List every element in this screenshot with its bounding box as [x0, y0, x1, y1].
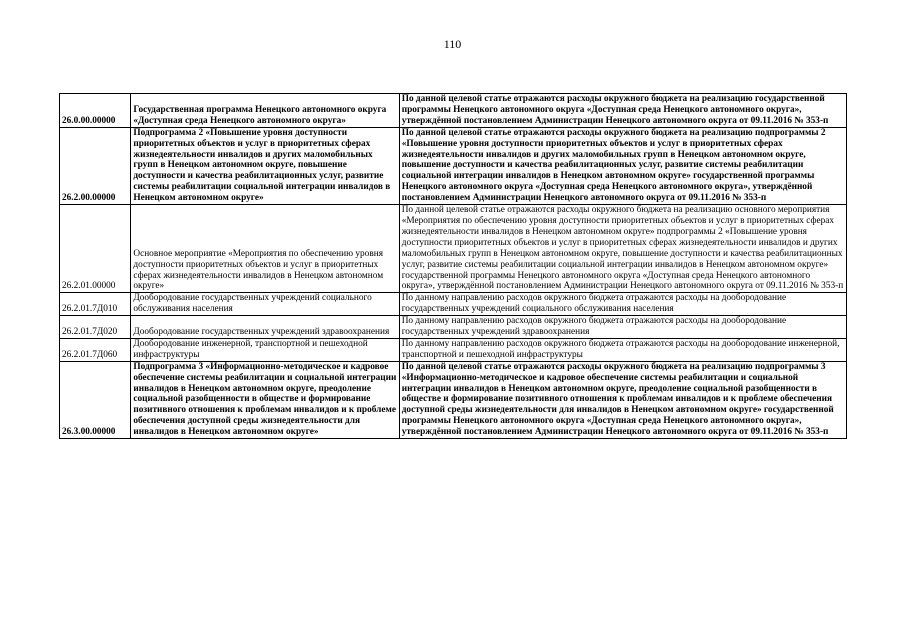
name-cell: Основное мероприятие «Мероприятия по обеспечению уровня доступности приоритетных объектов и услуг в приоритетных сферах жизнедеятельности инвалидов в Ненецком автономном округе» [131, 205, 399, 293]
name-cell: Дообородование государственных учреждений здравоохранения [131, 316, 399, 339]
code-cell: 26.0.00.00000 [60, 94, 131, 128]
description-cell: По данной целевой статье отражаются расходы окружного бюджета на реализацию подпрограммы 3 «Информационно-методическое и кадровое обеспечение системы реабилитации и социальной интеграции инвалидов в Ненецком автономном округе, преодоление социальной разобщенности в обществе и формирование позитивного отношения к проблемам инвалидов и к проблеме обеспечения доступной среды жизнедеятельности для инвалидов в Ненецком автономном округе» государственной программы Ненецкого автономного округа «Доступная среда Ненецкого автономного округа», утверждённой постановлением Администрации Ненецкого автономного округа от 09.11.2016 № 353-п [399, 361, 846, 438]
description-cell: По данной целевой статье отражаются расходы окружного бюджета на реализацию государственной программы Ненецкого автономного округа «Доступная среда Ненецкого автономного округа», утверждённой постановлением Администрации Ненецкого автономного округа от 09.11.2016 № 353-п [399, 94, 846, 128]
description-cell: По данному направлению расходов окружного бюджета отражаются расходы на дообородование инженерной, транспортной и пешеходной инфраструктуры [399, 338, 846, 361]
code-cell: 26.2.00.00000 [60, 127, 131, 204]
description-cell: По данному направлению расходов окружного бюджета отражаются расходы на дообородование государственных учреждений здравоохранения [399, 316, 846, 339]
budget-classification-table [59, 93, 847, 439]
name-cell: Государственная программа Ненецкого автономного округа «Доступная среда Ненецкого автономного округа» [131, 94, 399, 128]
code-cell: 26.2.01.00000 [60, 205, 131, 293]
table-row [60, 205, 847, 293]
table-row [60, 338, 847, 361]
description-cell: По данному направлению расходов окружного бюджета отражаются расходы на дообородование государственных учреждений социального обслуживания населения [399, 293, 846, 316]
description-cell: По данной целевой статье отражаются расходы окружного бюджета на реализацию подпрограммы 2 «Повышение уровня доступности приоритетных объектов и услуг в приоритетных сферах жизнедеятельности инвалидов и других маломобильных групп в Ненецком автономном округе, повышение доступности и качества реабилитационных услуг, развитие системы реабилитации социальной интеграции инвалидов в Ненецком автономном округе» государственной программы Ненецкого автономного округа «Доступная среда Ненецкого автономного округа», утверждённой постановлением Администрации Ненецкого автономного округа от 09.11.2016 № 353-п [399, 127, 846, 204]
table-row [60, 316, 847, 339]
table-row [60, 361, 847, 438]
name-cell: Подпрограмма 2 «Повышение уровня доступности приоритетных объектов и услуг в приоритетных сферах жизнедеятельности инвалидов и других маломобильных групп в Ненецком автономном округе, повышение доступности и качества реабилитационных услуг, развитие системы реабилитации социальной интеграции инвалидов в Ненецком автономном округе» [131, 127, 399, 204]
code-cell: 26.2.01.7Д060 [60, 338, 131, 361]
table-row [60, 94, 847, 128]
code-cell: 26.3.00.00000 [60, 361, 131, 438]
description-cell: По данной целевой статье отражаются расходы окружного бюджета на реализацию основного мероприятия «Мероприятия по обеспечению уровня доступности приоритетных объектов и услуг в приоритетных сферах жизнедеятельности инвалидов в Ненецком автономном округе» подпрограммы 2 «Повышение уровня доступности приоритетных объектов и услуг в приоритетных сферах жизнедеятельности инвалидов и других маломобильных групп в Ненецком автономном округе, повышение доступности и качества реабилитационных услуг, развитие системы реабилитации социальной интеграции инвалидов в Ненецком автономном округе» государственной программы Ненецкого автономного округа «Доступная среда Ненецкого автономного округа», утверждённой постановлением Администрации Ненецкого автономного округа от 09.11.2016 № 353-п [399, 205, 846, 293]
name-cell: Подпрограмма 3 «Информационно-методическое и кадровое обеспечение системы реабилитации и социальной интеграции инвалидов в Ненецком автономном округе, преодоление социальной разобщенности в обществе и формирование позитивного отношения к проблемам инвалидов и к проблеме обеспечения доступной среды жизнедеятельности для инвалидов в Ненецком автономном округе» [131, 361, 399, 438]
table-row [60, 293, 847, 316]
table-row [60, 127, 847, 204]
code-cell: 26.2.01.7Д020 [60, 316, 131, 339]
name-cell: Дообородование государственных учреждений социального обслуживания населения [131, 293, 399, 316]
name-cell: Дообородование инженерной, транспортной и пешеходной инфраструктуры [131, 338, 399, 361]
page-number: 110 [443, 37, 462, 51]
code-cell: 26.2.01.7Д010 [60, 293, 131, 316]
